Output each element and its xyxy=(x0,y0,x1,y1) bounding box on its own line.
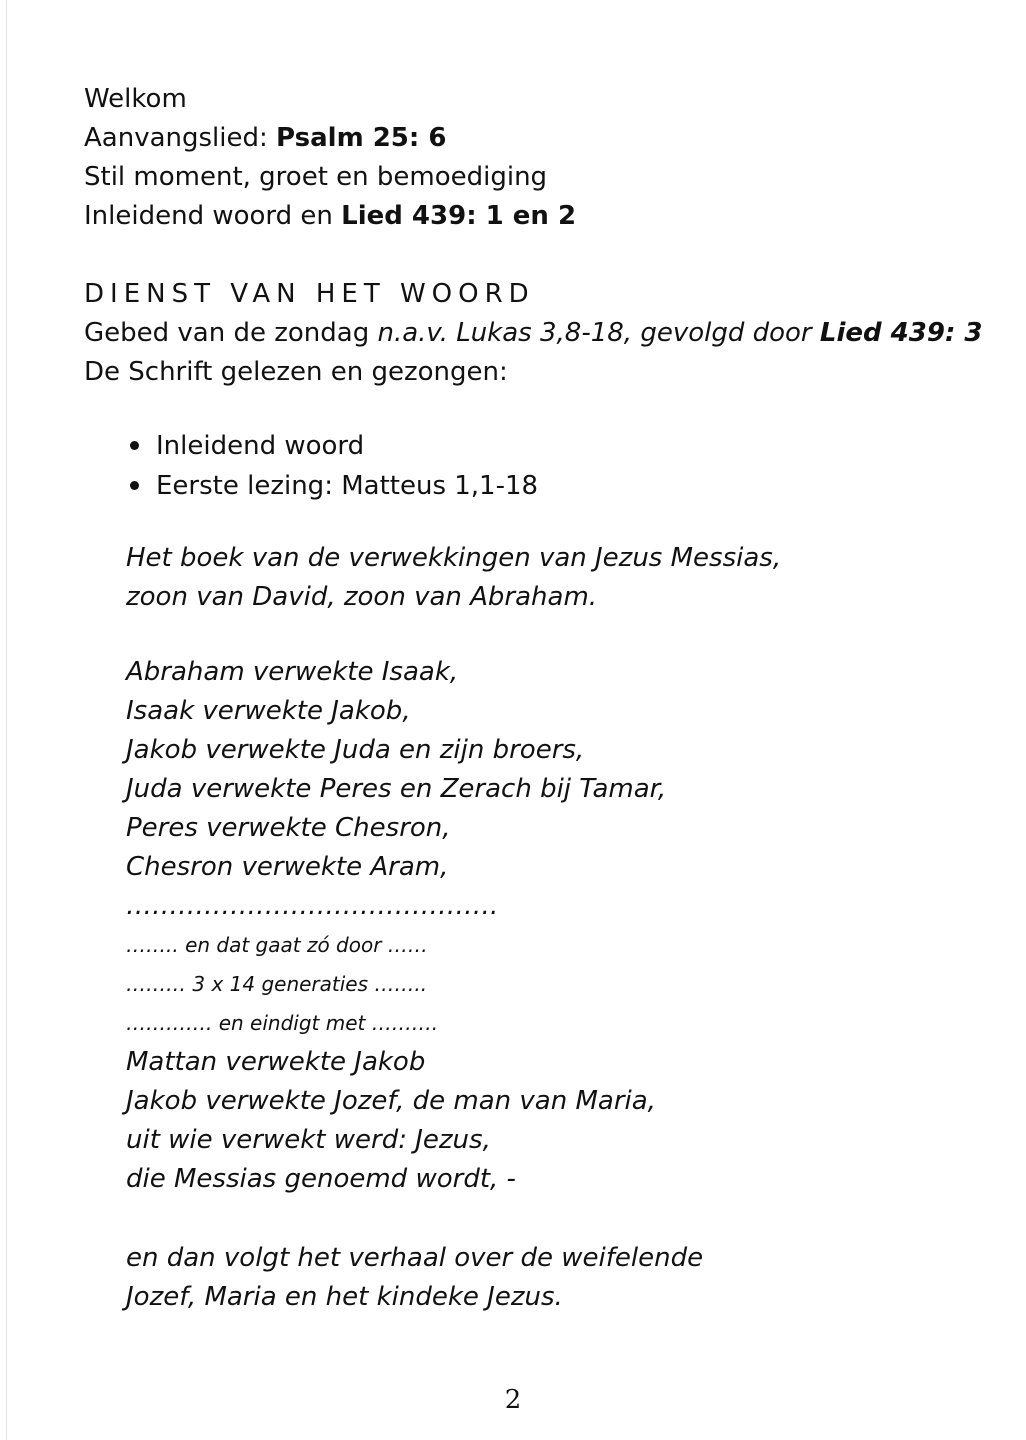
verse-line: en dan volgt het verhaal over de weifelende xyxy=(126,1243,704,1273)
schrift-line: De Schrift gelezen en gezongen: xyxy=(84,357,508,387)
reading-list xyxy=(126,426,538,506)
verse-line: Mattan verwekte Jakob xyxy=(126,1047,426,1077)
verse-line: Jakob verwekte Juda en zijn broers, xyxy=(126,735,585,765)
section-heading: DIENST VAN HET WOORD xyxy=(84,279,535,309)
small-line: …………. en eindigt met ………. xyxy=(126,1011,439,1035)
gebed-line xyxy=(84,314,982,353)
verse-line: Isaak verwekte Jakob, xyxy=(126,696,411,726)
welkom-line: Welkom xyxy=(84,84,187,114)
verse-line: Het boek van de verwekkingen van Jezus Messias, xyxy=(126,543,782,573)
verse-genealogy xyxy=(126,653,666,1199)
ellipsis-line: ……………………………………. xyxy=(126,891,499,921)
page-number: 2 xyxy=(504,1385,522,1415)
verse-line: Juda verwekte Peres en Zerach bij Tamar, xyxy=(126,774,667,804)
inleidend-line xyxy=(84,197,576,236)
inleidend-label: Inleidend woord en xyxy=(84,201,342,231)
verse-line: Peres verwekte Chesron, xyxy=(126,813,451,843)
bullet-icon xyxy=(130,441,139,450)
aanvangslied-line xyxy=(84,119,576,158)
small-line: ……… 3 x 14 generaties …….. xyxy=(126,972,428,996)
verse-line: Abraham verwekte Isaak, xyxy=(126,657,459,687)
intro-block xyxy=(84,80,576,236)
gebed-lied: Lied 439: 3 xyxy=(819,318,983,348)
small-line: …….. en dat gaat zó door …… xyxy=(126,933,428,957)
list-item: Inleidend woord xyxy=(126,426,538,466)
verse-line: zoon van David, zoon van Abraham. xyxy=(126,582,598,612)
gebed-italic: n.a.v. Lukas 3,8-18, gevolgd door xyxy=(377,318,820,348)
gebed-label: Gebed van de zondag xyxy=(84,318,378,348)
verse-intro xyxy=(126,539,781,617)
list-item: Eerste lezing: Matteus 1,1-18 xyxy=(126,466,538,506)
page-edge xyxy=(6,0,7,1440)
dienst-block xyxy=(84,275,982,392)
verse-closing xyxy=(126,1239,703,1317)
inleidend-value: Lied 439: 1 en 2 xyxy=(341,201,577,231)
stil-moment-line: Stil moment, groet en bemoediging xyxy=(84,162,548,192)
verse-line: die Messias genoemd wordt, - xyxy=(126,1164,516,1194)
aanvangslied-value: Psalm 25: 6 xyxy=(276,123,447,153)
verse-line: Jakob verwekte Jozef, de man van Maria, xyxy=(126,1086,656,1116)
bullet-icon xyxy=(130,481,139,490)
verse-line: Chesron verwekte Aram, xyxy=(126,852,449,882)
verse-line: uit wie verwekt werd: Jezus, xyxy=(126,1125,491,1155)
verse-line: Jozef, Maria en het kindeke Jezus. xyxy=(126,1282,563,1312)
aanvangslied-label: Aanvangslied: xyxy=(84,123,277,153)
